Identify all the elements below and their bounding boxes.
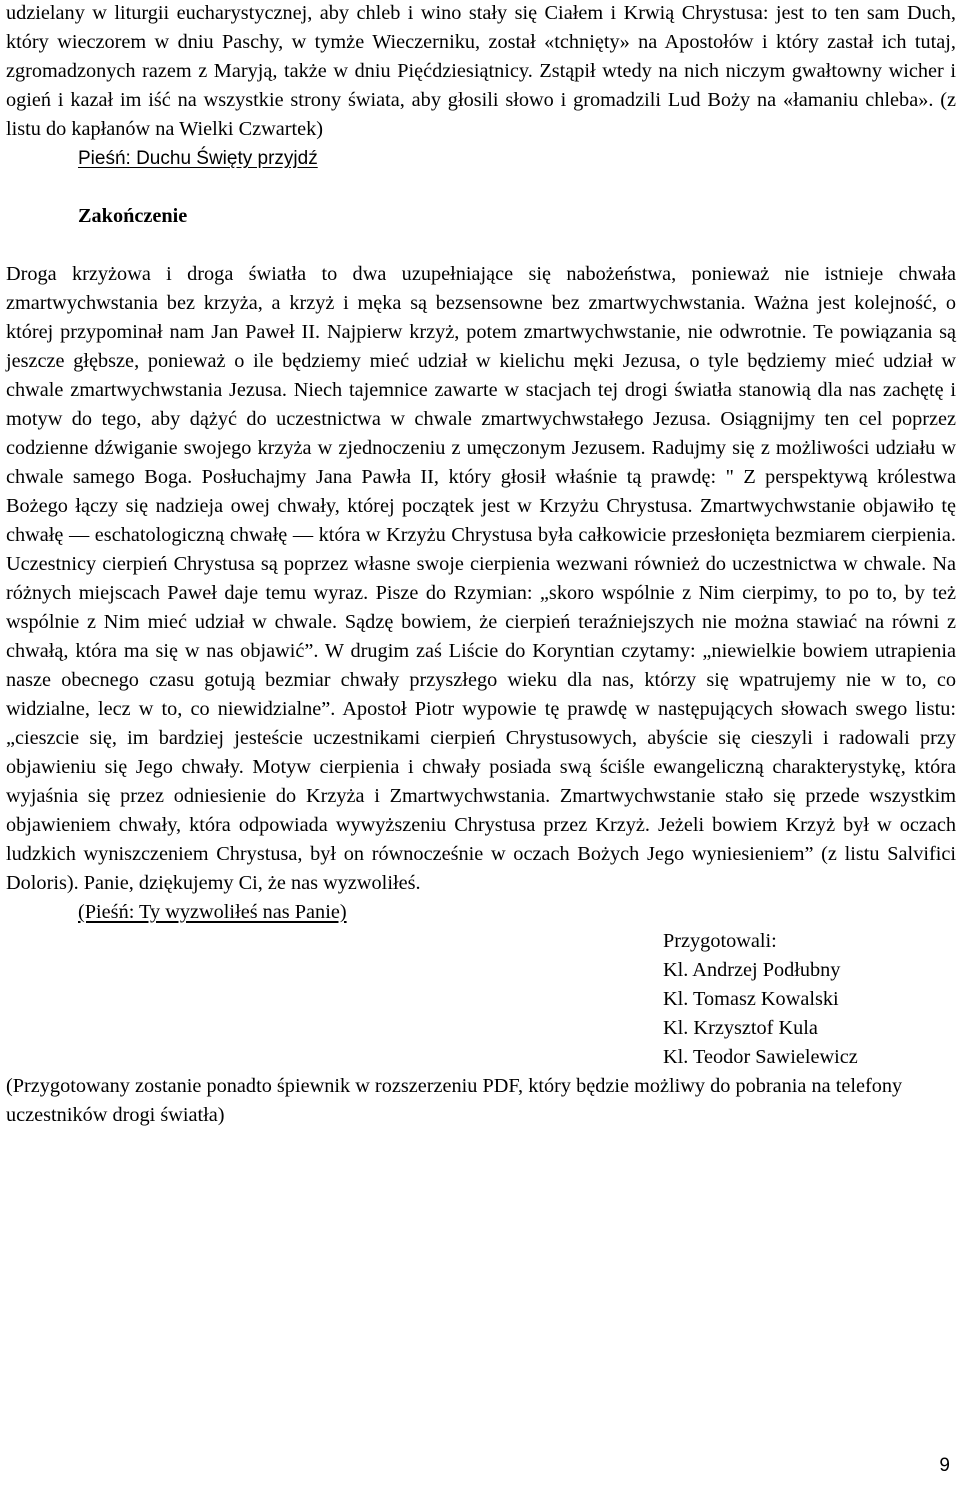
author-name: Kl. Krzysztof Kula xyxy=(663,1017,818,1039)
song-title-1: Pieśń: Duchu Święty przyjdź xyxy=(78,148,318,169)
document-page xyxy=(6,0,956,1130)
author-name: Kl. Tomasz Kowalski xyxy=(663,988,839,1010)
authors-label: Przygotowali: xyxy=(663,930,777,952)
authors-block xyxy=(6,927,956,1072)
page-number: 9 xyxy=(939,1455,950,1476)
author-name: Kl. Andrzej Podłubny xyxy=(663,959,841,981)
closing-note: (Przygotowany zostanie ponadto śpiewnik w rozszerzeniu PDF, który będzie możliwy do pobrania na telefony uczestników drogi światła) xyxy=(6,1075,903,1126)
song-title-2: (Pieśń: Ty wyzwoliłeś nas Panie) xyxy=(78,901,347,923)
intro-paragraph: udzielany w liturgii eucharystycznej, aby chleb i wino stały się Ciałem i Krwią Chrystusa: jest to ten sam Duch, który wieczorem w dniu Paschy, w tymże Wieczerniku, został «tchnięty» na Apostołów i który zastał ich tutaj, zgromadzonych razem z Maryją, także w dniu Pięćdziesiątnicy. Zstąpił wtedy na nich niczym gwałtowny wicher i ogień i kazał im iść na wszystkie strony świata, aby głosili słowo i gromadzili Lud Boży na «łamaniu chleba». (z listu do kapłanów na Wielki Czwartek) xyxy=(6,2,956,140)
author-name: Kl. Teodor Sawielewicz xyxy=(663,1046,858,1068)
section-heading: Zakończenie xyxy=(78,205,188,227)
main-paragraph: Droga krzyżowa i droga światła to dwa uzupełniające się nabożeństwa, ponieważ nie istnieje chwała zmartwychwstania bez krzyża, a krzyż i męka są bezsensowne bez zmartwychwstania. Ważna jest kolejność, o której przypominał nam Jan Paweł II. Najpierw krzyż, potem zmartwychwstanie, nie odwrotnie. Te powiązania są jeszcze głębsze, ponieważ o ile będziemy mieć udział w kielichu męki Jezusa, o tyle będziemy mieć udział w chwale zmartwychwstania Jezusa. Niech tajemnice zawarte w stacjach tej drogi światła stanowią dla nas zachętę i motyw do tego, aby dążyć do uczestnictwa w chwale zmartwychwstałego Jezusa. Osiągnijmy ten cel poprzez codzienne dźwiganie swojego krzyża w zjednoczeniu z umęczonym Jezusem. Radujmy się z możliwości udziału w chwale samego Boga. Posłuchajmy Jana Pawła II, który głosił właśnie tą prawdę: " Z perspektywą królestwa Bożego łączy się nadzieja owej chwały, której początek jest w Krzyżu Chrystusa. Zmartwychwstanie objawiło tę chwałę — eschatologiczną chwałę — która w Krzyżu Chrystusa była całkowicie przesłonięta bezmiarem cierpienia. Uczestnicy cierpień Chrystusa są poprzez własne swoje cierpienia wezwani również do uczestnictwa w chwale. Na różnych miejscach Paweł daje temu wyraz. Pisze do Rzymian: „skoro wspólnie z Nim cierpimy, to po to, by też wspólnie z Nim mieć udział w chwale. Sądzę bowiem, że cierpień teraźniejszych nie można stawiać na równi z chwałą, która ma się w nas objawić”. W drugim zaś Liście do Koryntian czytamy: „niewielkie bowiem utrapienia nasze obecnego czasu gotują bezmiar chwały przyszłego wieku dla nas, którzy się wpatrujemy nie w to, co widzialne, lecz w to, co niewidzialne”. Apostoł Piotr wypowie tę prawdę w następujących słowach swego listu: „cieszcie się, im bardziej jesteście uczestnikami cierpień Chrystusowych, abyście się cieszyli i radowali przy objawieniu się Jego chwały. Motyw cierpienia i chwały posiada swą ściśle ewangeliczną charakterystykę, która wyjaśnia się przez odniesienie do Krzyża i Zmartwychwstania. Zmartwychwstanie stało się przede wszystkim objawieniem chwały, która odpowiada wywyższeniu Chrystusa przez Krzyż. Jeżeli bowiem Krzyż był w oczach ludzkich wyniszczeniem Chrystusa, był on równocześnie w oczach Bożych Jego wyniesieniem” (z listu Salvifici Doloris). Panie, dziękujemy Ci, że nas wyzwoliłeś. xyxy=(6,263,956,894)
